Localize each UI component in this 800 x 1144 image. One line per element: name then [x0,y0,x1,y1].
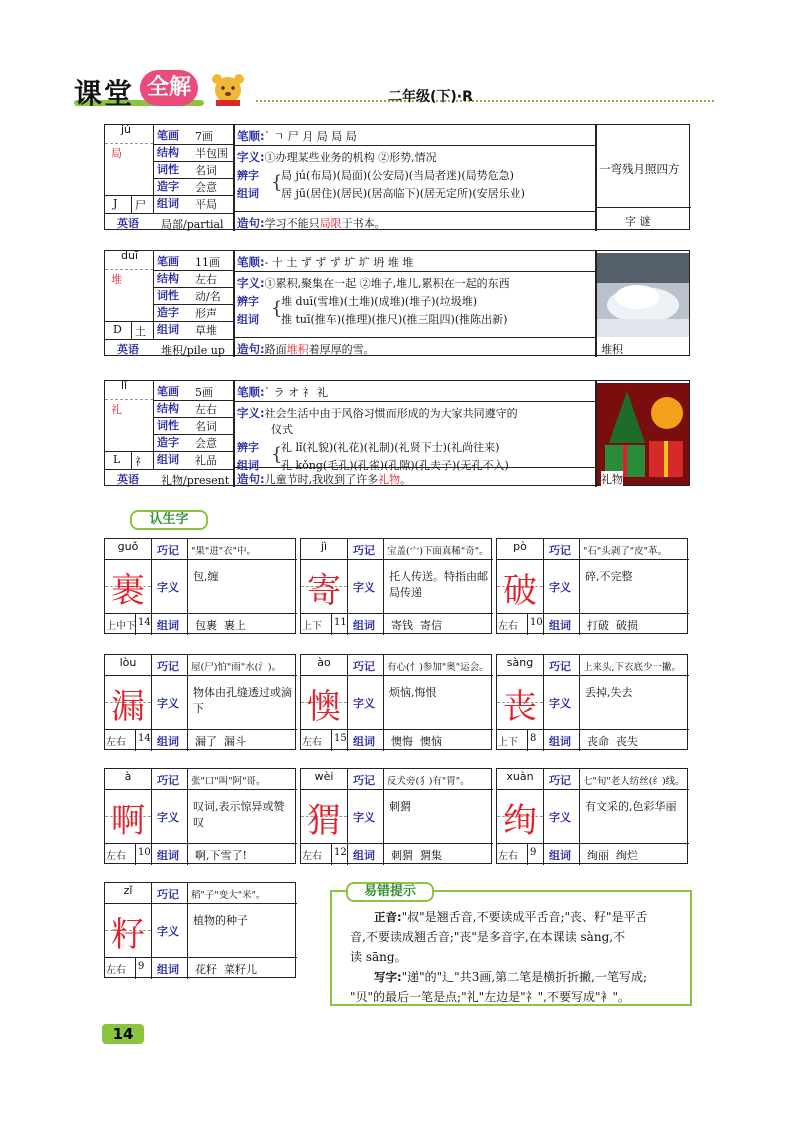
meaning-label: 字义: [237,150,265,164]
card-structure: 左右 [106,737,126,748]
qiaoji-text: "果"进"衣"中。 [191,546,256,557]
card-strokes: 15 [334,733,347,744]
snow-car-image [597,253,689,337]
meaning-label: 字义 [549,811,571,824]
zuci-label: 组词 [157,849,179,862]
card-pinyin: lòu [119,656,137,669]
radical-b: 土 [135,325,146,338]
card-structure: 上下 [302,621,322,632]
card-meaning: 托人传送。特指由邮局传递 [389,570,488,599]
xiezi-text-1: "递"的"辶"共3画,第二笔是横折折撇,一笔写成; [401,970,647,984]
row-value: 会意 [195,437,217,450]
order-label: 笔顺: [237,385,265,399]
card-pinyin: à [124,770,132,783]
english-label: 英语 [117,217,139,230]
grade-label: 二年级(下)·R [388,89,473,105]
meaning-cont: 仪式 [271,423,293,436]
card-zuci: 丧命 丧失 [587,735,638,748]
order-label: 笔顺: [237,129,265,143]
zaoju-highlight: 礼物 [378,473,401,486]
image-caption: 礼物 [601,473,623,486]
row-label: 组词 [157,197,179,210]
meaning-label: 字义 [353,697,375,710]
stroke-order: ˋ ㄱ 尸 月 局 局 局 [264,130,357,143]
qiaoji-text: "石"头剥了"皮"革。 [583,546,667,557]
note-box [330,890,692,1006]
row-label: 结构 [157,402,179,415]
card-meaning: 植物的种子 [193,914,248,927]
character-card [496,654,688,750]
row-label: 造字 [157,436,179,449]
card-strokes: 8 [530,733,537,744]
qiaoji-label: 巧记 [157,660,179,673]
row-label: 造字 [157,306,179,319]
zuci-label: 组词 [353,619,375,632]
english-value: 堆积/pile up [161,344,225,357]
riddle-caption: 字 谜 [625,215,651,228]
card-meaning: 有文采的,色彩华丽 [585,800,677,813]
char-table: duī 堆 D 土 笔画 11画 结构 左右 词性 动/名 造字 形声 组词 草堆 英语 堆积/pile up 笔顺:- 十 土 ず ず ず 圹 圹 坍 堆 堆 字义:①累积,聚集在一起 ②堆子,堆儿,累积在一起的东西 辨字 组词 { 堆 duī(雪堆)(土堆)(成堆)(堆子)(垃圾堆) 推 tuī(推车)(推理)(推尺)(推三阻四)(推陈出新) 造句:路面堆积着厚厚的雪。 堆积 [104,250,690,356]
header-divider [256,100,714,102]
gift-image [597,383,689,485]
radical-b: 尸 [135,199,146,212]
radical-a: D [113,323,122,336]
qiaoji-label: 巧记 [549,544,571,557]
meaning-label: 字义 [353,581,375,594]
qiaoji-text: 张"口"叫"阿"哥。 [191,776,266,787]
qiaoji-text: 上来头,下衣底少一撇。 [583,662,682,673]
card-pinyin: jì [320,540,328,553]
card-char: 啊 [111,801,145,841]
qiaoji-text: 有心(忄)参加"奥"运会。 [387,662,489,673]
radical-b: 礻 [135,455,146,468]
char-table: lǐ 礼 L 礻 笔画 5画 结构 左右 词性 名词 造字 会意 组词 礼品 英语 礼物/present 笔顺:ˋ ラ オ 礻 礼 字义:社会生活中由于风俗习惯而形成的为大家共同遵守的 仪式 辨字 组词 { 礼 lǐ(礼貌)(礼花)(礼制)(礼贤下士)(礼尚往来) 孔 kǒng(毛孔)(孔雀)(孔隙)(孔夫子)(无孔不入) 造句:儿童节时,我收到了许多礼物。 礼物 [104,380,690,486]
card-strokes: 10 [138,847,151,858]
card-strokes: 12 [334,847,347,858]
card-strokes: 9 [530,847,537,858]
radical-a: J [113,197,118,210]
pinyin: duī [121,249,139,262]
row-value: 形声 [195,307,217,320]
card-char: 寄 [307,571,341,611]
meaning-label: 字义: [237,406,265,420]
row-label: 笔画 [157,255,179,268]
bianzi-line-2: 孔 kǒng(毛孔)(孔雀)(孔隙)(孔夫子)(无孔不入) [281,459,509,472]
character-card [300,538,492,634]
row-value: 11画 [195,256,220,269]
card-structure: 左右 [302,737,322,748]
qiaoji-label: 巧记 [353,544,375,557]
note-title: 易错提示 [346,882,434,902]
english-label: 英语 [117,473,139,486]
bear-mascot-icon [208,70,248,106]
qiaoji-text: 屋(尸)怕"雨"水(氵)。 [191,662,282,673]
card-char: 籽 [111,915,145,955]
row-label: 笔画 [157,129,179,142]
zuci-label: 组词 [353,849,375,862]
card-structure: 左右 [106,851,126,862]
row-value: 5画 [195,386,213,399]
card-meaning: 烦恼,悔恨 [389,686,437,699]
zaoju-label: 造句: [237,216,265,230]
card-zuci: 寄钱 寄信 [391,619,442,632]
riddle-text: 一弯残月照四方 [599,162,680,176]
qiaoji-text: 七"旬"老人纺丝(纟)线。 [583,776,685,787]
zuci-label: 组词 [237,187,259,200]
card-zuci: 啊,下雪了! [195,849,247,862]
zhengyin-text-2: 音,不要读成翘舌音;"丧"是多音字,在本课读 sàng,不 [350,930,626,944]
zuci-label: 组词 [157,963,179,976]
row-value: 名词 [195,164,217,177]
english-value: 局部/partial [161,218,224,231]
pinyin: lǐ [121,379,128,392]
character-card [300,768,492,864]
card-meaning: 物体由孔缝透过或滴下 [193,686,292,715]
meaning: ①办理某些业务的机构 ②形势,情况 [264,151,437,164]
big-char: 堆 [111,273,122,286]
card-zuci: 花籽 菜籽儿 [195,963,257,976]
order-label: 笔顺: [237,255,265,269]
meaning-label: 字义: [237,276,265,290]
zuci-label: 组词 [237,313,259,326]
card-structure: 左右 [498,851,518,862]
row-value: 礼品 [195,454,217,467]
character-card [496,768,688,864]
card-meaning: 刺猬 [389,800,411,813]
card-meaning: 包,缠 [193,570,219,583]
zaoju-label: 造句: [237,472,265,486]
meaning-label: 字义 [157,581,179,594]
card-zuci: 包裹 裹上 [195,619,246,632]
card-pinyin: pò [513,540,527,553]
stroke-order: ˋ ラ オ 礻 礼 [264,386,329,399]
meaning-label: 字义 [353,811,375,824]
row-label: 结构 [157,272,179,285]
big-char: 局 [111,147,122,160]
card-structure: 上中下 [106,621,136,632]
card-zuci: 打破 破损 [587,619,638,632]
qiaoji-label: 巧记 [157,774,179,787]
qiaoji-label: 巧记 [549,774,571,787]
card-pinyin: zǐ [123,884,133,897]
card-char: 懊 [307,687,341,727]
qiaoji-text: 宝盖(宀)下面真稀"奇"。 [387,546,489,557]
english-value: 礼物/present [161,474,230,487]
zuci-label: 组词 [237,459,259,472]
row-label: 笔画 [157,385,179,398]
row-value: 平局 [195,198,217,211]
image-caption: 堆积 [601,343,623,356]
bianzi-label: 辨字 [237,295,259,308]
card-char: 猬 [307,801,341,841]
card-strokes: 14 [138,733,151,744]
zaoju-highlight: 局限 [319,217,342,230]
row-label: 词性 [157,163,179,176]
logo-bubble: 全解 [140,70,198,106]
card-pinyin: xuàn [506,770,534,783]
qiaoji-label: 巧记 [353,660,375,673]
meaning-label: 字义 [549,581,571,594]
qiaoji-text: 反犬旁(犭)有"胃"。 [387,776,470,787]
pinyin: jú [121,123,132,136]
character-card [104,654,296,750]
meaning: ①累积,聚集在一起 ②堆子,堆儿,累积在一起的东西 [264,277,510,290]
zuci-label: 组词 [353,735,375,748]
card-zuci: 漏了 漏斗 [195,735,246,748]
character-card [104,538,296,634]
card-zuci: 刺猬 猬集 [391,849,442,862]
qiaoji-label: 巧记 [353,774,375,787]
row-label: 结构 [157,146,179,159]
stroke-order: - 十 土 ず ず ず 圹 圹 坍 堆 堆 [264,256,414,269]
bianzi-line-1: 堆 duī(雪堆)(土堆)(成堆)(堆子)(垃圾堆) [281,295,478,308]
card-zuci: 懊悔 懊恼 [391,735,442,748]
zaoju-label: 造句: [237,342,265,356]
zhengyin-text-1: "叔"是翘舌音,不要读成平舌音;"丧、籽"是平舌 [401,910,648,924]
zaoju-highlight: 堆积 [286,343,309,356]
bianzi-label: 辨字 [237,169,259,182]
card-strokes: 10 [530,617,543,628]
xiezi-text-2: "贝"的最后一笔是点;"礼"左边是"礻",不要写成"衤"。 [350,990,631,1004]
page-number: 14 [102,1024,144,1044]
card-meaning: 碎,不完整 [585,570,633,583]
section-title-renshengzi: 认生字 [130,510,208,530]
meaning-label: 字义 [549,697,571,710]
card-structure: 上下 [498,737,518,748]
bianzi-line-2: 推 tuī(推车)(推理)(推尺)(推三阻四)(推陈出新) [281,313,508,326]
row-label: 词性 [157,419,179,432]
card-strokes: 14 [138,617,151,628]
row-label: 词性 [157,289,179,302]
bianzi-line-1: 礼 lǐ(礼貌)(礼花)(礼制)(礼贤下士)(礼尚往来) [281,441,500,454]
meaning-label: 字义 [157,697,179,710]
card-structure: 左右 [106,965,126,976]
row-label: 造字 [157,180,179,193]
bianzi-line-2: 居 jū(居住)(居民)(居高临下)(居无定所)(安居乐业) [281,187,525,200]
zuci-label: 组词 [549,735,571,748]
qiaoji-label: 巧记 [549,660,571,673]
character-card [300,654,492,750]
meaning: 社会生活中由于风俗习惯而形成的为大家共同遵守的 [264,407,518,420]
char-table: jú 局 J 尸 笔画 7画 结构 半包围 词性 名词 造字 会意 组词 平局 英语 局部/partial 笔顺:ˋ ㄱ 尸 月 局 局 局 字义:①办理某些业务的机构 ②形势,情况 辨字 组词 { 局 jú(布局)(局面)(公安局)(当局者迷)(局势危急) 居 jū(居住)(居民)(居高临下)(居无定所)(安居乐业) 造句:学习不能只局限于书本。 一弯残月照四方 字 谜 [104,124,690,230]
card-pinyin: sàng [506,656,534,669]
meaning-label: 字义 [157,811,179,824]
card-pinyin: wèi [314,770,334,783]
english-label: 英语 [117,343,139,356]
row-value: 动/名 [195,290,221,303]
row-value: 名词 [195,420,217,433]
row-value: 半包围 [195,147,228,160]
card-char: 裹 [111,571,145,611]
character-card [104,768,296,864]
meaning-label: 字义 [157,925,179,938]
card-structure: 左右 [302,851,322,862]
card-strokes: 9 [138,961,145,972]
character-card [496,538,688,634]
zhengyin-text-3: 读 sāng。 [350,950,407,964]
qiaoji-label: 巧记 [157,544,179,557]
row-value: 左右 [195,403,217,416]
row-value: 7画 [195,130,213,143]
row-value: 左右 [195,273,217,286]
card-strokes: 11 [334,617,347,628]
character-card [104,882,296,978]
qiaoji-label: 巧记 [157,888,179,901]
card-char: 丧 [503,687,537,727]
row-label: 组词 [157,323,179,336]
card-char: 漏 [111,687,145,727]
logo-text: 课堂 [74,77,135,110]
xiezi-label: 写字: [374,970,402,984]
zuci-label: 组词 [549,619,571,632]
zhengyin-label: 正音: [374,910,402,924]
row-label: 组词 [157,453,179,466]
row-value: 草堆 [195,324,217,337]
row-value: 会意 [195,181,217,194]
zuci-label: 组词 [549,849,571,862]
card-char: 破 [503,571,537,611]
card-meaning: 叹词,表示惊异或赞叹 [193,800,285,829]
bianzi-line-1: 局 jú(布局)(局面)(公安局)(当局者迷)(局势危急) [281,169,514,182]
zuci-label: 组词 [157,619,179,632]
qiaoji-text: 稻"子"变大"米"。 [191,890,266,901]
bianzi-label: 辨字 [237,441,259,454]
zuci-label: 组词 [157,735,179,748]
radical-a: L [113,453,121,466]
card-char: 绚 [503,801,537,841]
card-meaning: 丢掉,失去 [585,686,633,699]
big-char: 礼 [111,403,122,416]
card-pinyin: ào [317,656,331,669]
card-pinyin: guǒ [117,540,139,553]
card-zuci: 绚丽 绚烂 [587,849,638,862]
card-structure: 左右 [498,621,518,632]
